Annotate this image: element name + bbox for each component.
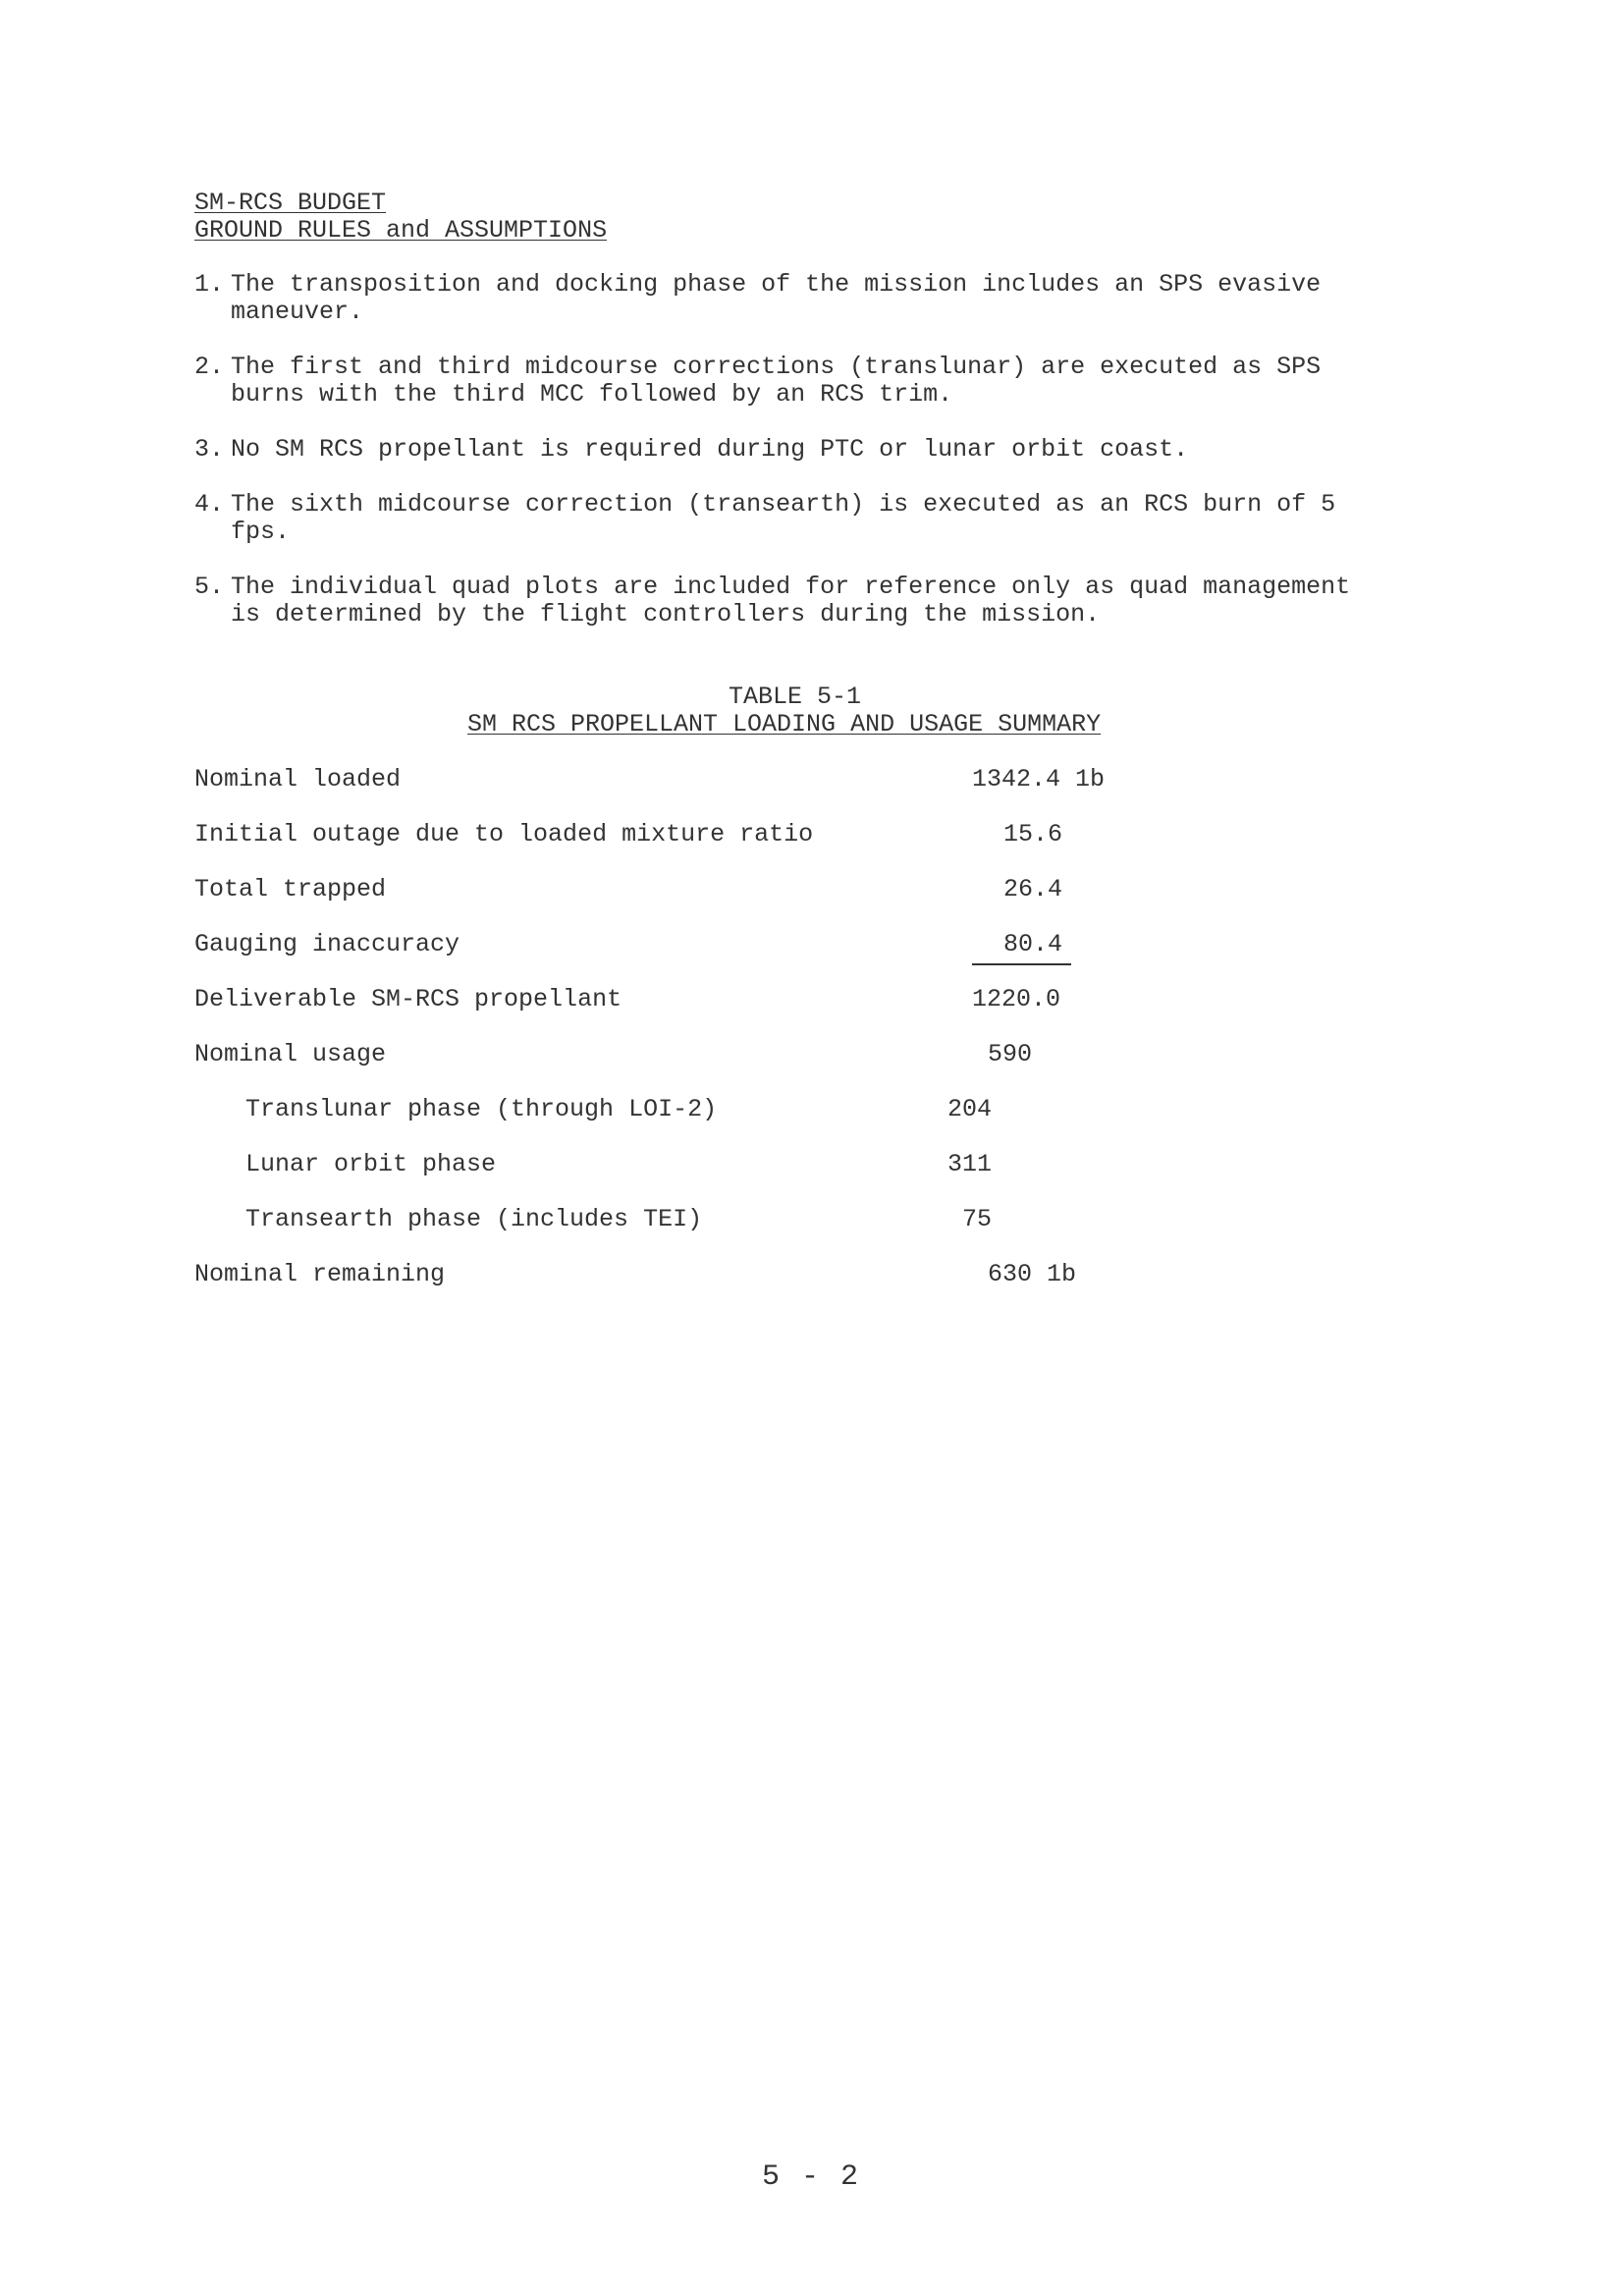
- rule-text: The sixth midcourse correction (transearth) is executed as an RCS burn of 5 fps.: [231, 490, 1336, 546]
- rule-text: The first and third midcourse corrections (translunar) are executed as SPS burns with the third MCC followed by an RCS trim.: [231, 353, 1322, 409]
- page-number: 5 - 2: [761, 2160, 860, 2194]
- row-label: Total trapped: [194, 875, 387, 903]
- rule-number: 5.: [194, 573, 225, 601]
- row-label: Gauging inaccuracy: [194, 930, 460, 958]
- table-number: TABLE 5-1: [729, 683, 862, 711]
- row-value: 204: [947, 1095, 993, 1123]
- sum-rule-divider: [972, 963, 1071, 965]
- row-value: 80.4: [1003, 930, 1063, 958]
- row-label: Initial outage due to loaded mixture ratio: [194, 820, 814, 848]
- rule-text: No SM RCS propellant is required during PTC or lunar orbit coast.: [231, 435, 1189, 464]
- rule-text: The individual quad plots are included for reference only as quad management is determined by the flight controllers during the mission.: [231, 573, 1351, 629]
- rule-number: 1.: [194, 270, 225, 299]
- row-value: 630 1b: [988, 1260, 1077, 1288]
- row-label: Nominal usage: [194, 1040, 387, 1068]
- rule-number: 3.: [194, 435, 225, 464]
- row-value: 75: [962, 1205, 993, 1233]
- table-title: SM RCS PROPELLANT LOADING AND USAGE SUMMARY: [467, 710, 1102, 738]
- row-label: Nominal loaded: [194, 765, 402, 793]
- section-subtitle: GROUND RULES and ASSUMPTIONS: [194, 216, 608, 245]
- rule-number: 4.: [194, 490, 225, 519]
- rule-text: The transposition and docking phase of the mission includes an SPS evasive maneuver.: [231, 270, 1322, 326]
- rule-number: 2.: [194, 353, 225, 381]
- row-label: Deliverable SM-RCS propellant: [194, 985, 622, 1013]
- row-value: 1220.0: [972, 985, 1061, 1013]
- row-value: 15.6: [1003, 820, 1063, 848]
- row-value: 26.4: [1003, 875, 1063, 903]
- row-value: 311: [947, 1150, 993, 1178]
- row-value: 1342.4 1b: [972, 765, 1106, 793]
- row-value: 590: [988, 1040, 1033, 1068]
- row-label: Lunar orbit phase: [245, 1150, 497, 1178]
- row-label: Nominal remaining: [194, 1260, 446, 1288]
- row-label: Transearth phase (includes TEI): [245, 1205, 703, 1233]
- row-label: Translunar phase (through LOI-2): [245, 1095, 718, 1123]
- section-title: SM-RCS BUDGET: [194, 189, 387, 217]
